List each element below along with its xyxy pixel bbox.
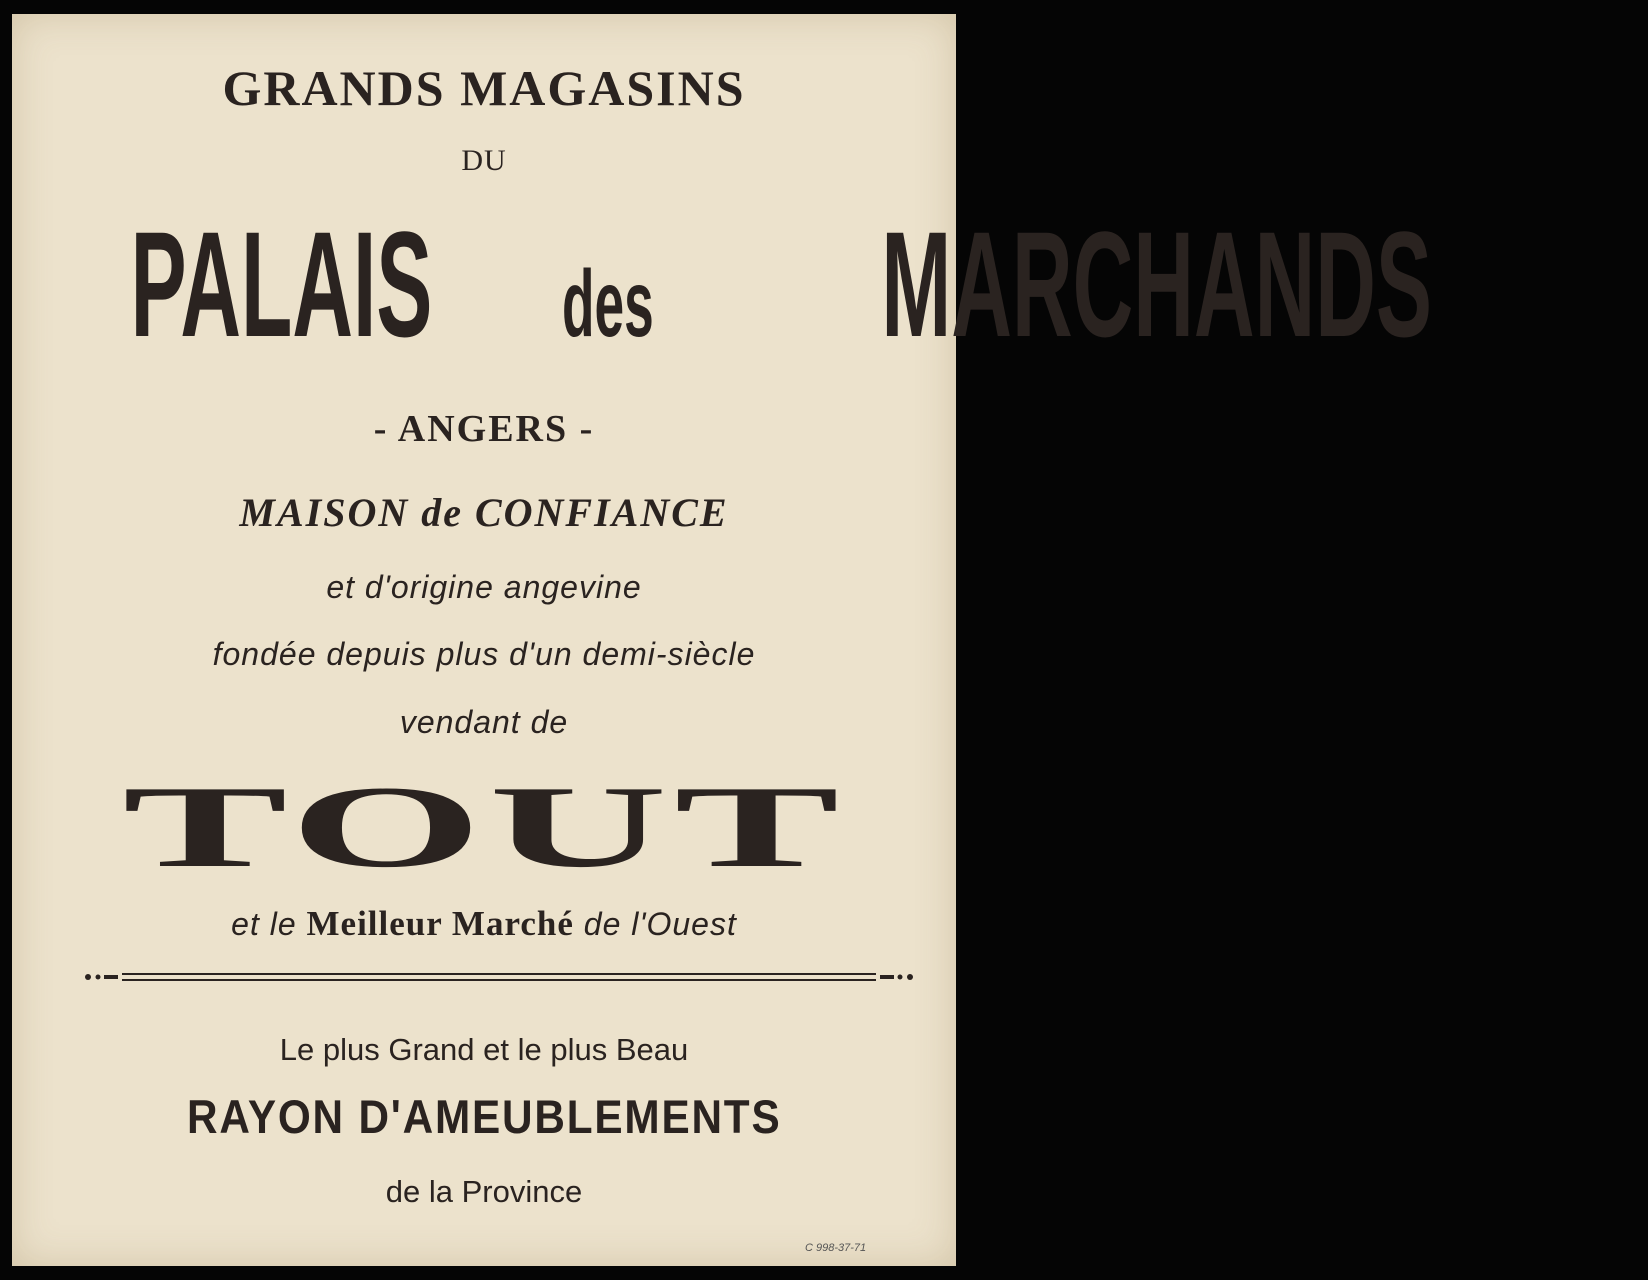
tout-text: TOUT	[122, 762, 846, 892]
founded-line: fondée depuis plus d'un demi-siècle	[212, 636, 756, 672]
tout-headline	[12, 752, 956, 902]
heading-grands-magasins: GRANDS MAGASINS	[222, 60, 746, 116]
title-palais-des-marchands	[12, 199, 1432, 389]
city-angers: - ANGERS -	[373, 408, 595, 450]
rayon-ameublements	[12, 1089, 956, 1144]
title-part-palais: PALAIS	[130, 200, 433, 368]
province-line: de la Province	[385, 1174, 583, 1209]
poster	[12, 14, 1432, 1266]
maison-de-confiance: MAISON de CONFIANCE	[239, 490, 729, 535]
grand-beau-line: Le plus Grand et le plus Beau	[279, 1032, 689, 1067]
title-part-des: des	[561, 251, 654, 357]
inventory-number: C 998-37-71	[805, 1242, 867, 1254]
best-price-line	[12, 904, 956, 944]
heading-du: DU	[461, 144, 507, 177]
best-price-suffix: de l'Ouest	[583, 906, 737, 942]
title-part-marchands: MARCHANDS	[880, 200, 1432, 368]
best-price-prefix: et le	[231, 906, 297, 942]
selling-line: vendant de	[399, 704, 569, 740]
best-price-emphasis: Meilleur Marché	[306, 904, 574, 943]
origin-line: et d'origine angevine	[326, 569, 642, 605]
rayon-text: RAYON D'AMEUBLEMENTS	[186, 1090, 782, 1143]
ornamental-divider	[82, 969, 916, 985]
